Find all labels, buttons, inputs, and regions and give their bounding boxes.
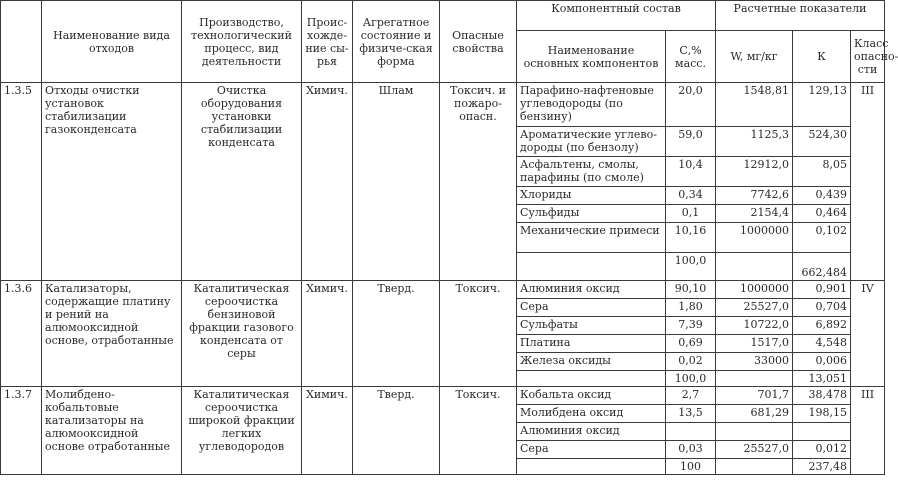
component-name: Алюминия оксид [517, 281, 666, 299]
group-state: Тверд. [353, 281, 440, 387]
header-state: Агрегатное состояние и физиче-ская форма [353, 1, 440, 83]
group-origin: Химич. [302, 83, 353, 281]
component-c: 7,39 [666, 317, 716, 335]
header-code [1, 1, 42, 83]
header-name: Наименование вида отходов [42, 1, 182, 83]
group-hazard: Токсич. [440, 387, 517, 475]
group-class: IV [851, 281, 885, 387]
component-c: 0,1 [666, 205, 716, 223]
component-k: 0,439 [793, 187, 851, 205]
group-code: 1.3.7 [1, 387, 42, 475]
component-w: 1000000 [716, 223, 793, 253]
component-k-total: 662,484 [793, 253, 851, 281]
component-c: 0,02 [666, 353, 716, 371]
component-c-total: 100,0 [666, 253, 716, 281]
component-c-total: 100,0 [666, 371, 716, 387]
component-w [716, 253, 793, 281]
component-w: 25527,0 [716, 299, 793, 317]
component-w: 12912,0 [716, 157, 793, 187]
header-class: Класс опасно-сти [851, 31, 885, 83]
component-name: Сульфиды [517, 205, 666, 223]
component-k: 524,30 [793, 127, 851, 157]
component-k: 129,13 [793, 83, 851, 127]
header-c-mass: С,% масс. [666, 31, 716, 83]
component-k: 8,05 [793, 157, 851, 187]
component-name: Железа оксиды [517, 353, 666, 371]
component-c: 20,0 [666, 83, 716, 127]
group-1-3-6 [1, 281, 885, 387]
header-composition: Компонентный состав [517, 1, 716, 31]
component-c: 13,5 [666, 405, 716, 423]
component-w: 2154,4 [716, 205, 793, 223]
group-state: Шлам [353, 83, 440, 281]
component-c [666, 423, 716, 441]
group-process: Каталитическая сероочистка бензиновой фракции газового конденсата от серы [182, 281, 302, 387]
component-w: 25527,0 [716, 441, 793, 459]
component-name: Сера [517, 441, 666, 459]
component-c: 59,0 [666, 127, 716, 157]
component-k: 0,012 [793, 441, 851, 459]
component-name: Хлориды [517, 187, 666, 205]
group-1-3-7 [1, 387, 885, 475]
component-c: 0,03 [666, 441, 716, 459]
header-hazard: Опасные свойства [440, 1, 517, 83]
component-k: 0,464 [793, 205, 851, 223]
group-name: Молибдено-кобальтовые катализаторы на алюмооксидной основе отработанные [42, 387, 182, 475]
component-w: 1125,3 [716, 127, 793, 157]
component-c: 0,69 [666, 335, 716, 353]
component-name: Сера [517, 299, 666, 317]
component-c: 1,80 [666, 299, 716, 317]
component-name [517, 253, 666, 281]
component-name: Механические примеси [517, 223, 666, 253]
component-k: 0,102 [793, 223, 851, 253]
component-k: 38,478 [793, 387, 851, 405]
component-w: 681,29 [716, 405, 793, 423]
component-c: 90,10 [666, 281, 716, 299]
header-calc: Расчетные показатели [716, 1, 885, 31]
component-name: Парафино-нафтеновые углеводороды (по бензину) [517, 83, 666, 127]
component-w [716, 423, 793, 441]
header-origin: Проис-хожде-ние сы-рья [302, 1, 353, 83]
group-hazard: Токсич. и пожаро-опасн. [440, 83, 517, 281]
component-name: Кобальта оксид [517, 387, 666, 405]
component-k: 0,006 [793, 353, 851, 371]
group-process: Очистка оборудования установки стабилизации конденсата [182, 83, 302, 281]
component-c: 10,16 [666, 223, 716, 253]
group-code: 1.3.6 [1, 281, 42, 387]
component-w: 1000000 [716, 281, 793, 299]
component-c-total: 100 [666, 459, 716, 475]
component-name: Алюминия оксид [517, 423, 666, 441]
component-k: 0,901 [793, 281, 851, 299]
component-w: 7742,6 [716, 187, 793, 205]
component-k: 6,892 [793, 317, 851, 335]
component-w: 701,7 [716, 387, 793, 405]
group-origin: Химич. [302, 281, 353, 387]
component-w [716, 459, 793, 475]
group-state: Тверд. [353, 387, 440, 475]
component-name: Ароматические углево-дороды (по бензолу) [517, 127, 666, 157]
component-c: 2,7 [666, 387, 716, 405]
header-w: W, мг/кг [716, 31, 793, 83]
component-name: Сульфаты [517, 317, 666, 335]
component-k [793, 423, 851, 441]
group-hazard: Токсич. [440, 281, 517, 387]
component-k: 0,704 [793, 299, 851, 317]
component-w: 1517,0 [716, 335, 793, 353]
component-name: Молибдена оксид [517, 405, 666, 423]
component-name [517, 371, 666, 387]
header-process: Производство, технологический процесс, вид деятельности [182, 1, 302, 83]
component-c: 0,34 [666, 187, 716, 205]
component-name [517, 459, 666, 475]
component-w [716, 371, 793, 387]
header-component-name: Наименование основных компонентов [517, 31, 666, 83]
group-origin: Химич. [302, 387, 353, 475]
group-code: 1.3.5 [1, 83, 42, 281]
component-k: 198,15 [793, 405, 851, 423]
component-w: 33000 [716, 353, 793, 371]
group-name: Катализаторы, содержащие платину и рений на алюмооксидной основе, отработанные [42, 281, 182, 387]
component-w: 10722,0 [716, 317, 793, 335]
component-c: 10,4 [666, 157, 716, 187]
header-k: К [793, 31, 851, 83]
group-name: Отходы очистки установок стабилизации газоконденсата [42, 83, 182, 281]
component-w: 1548,81 [716, 83, 793, 127]
component-name: Асфальтены, смолы, парафины (по смоле) [517, 157, 666, 187]
group-1-3-5 [1, 83, 885, 281]
group-process: Каталитическая сероочистка широкой фракции легких углеводородов [182, 387, 302, 475]
component-k: 4,548 [793, 335, 851, 353]
group-class: III [851, 387, 885, 475]
group-class: III [851, 83, 885, 281]
component-k-total: 13,051 [793, 371, 851, 387]
component-name: Платина [517, 335, 666, 353]
component-k-total: 237,48 [793, 459, 851, 475]
